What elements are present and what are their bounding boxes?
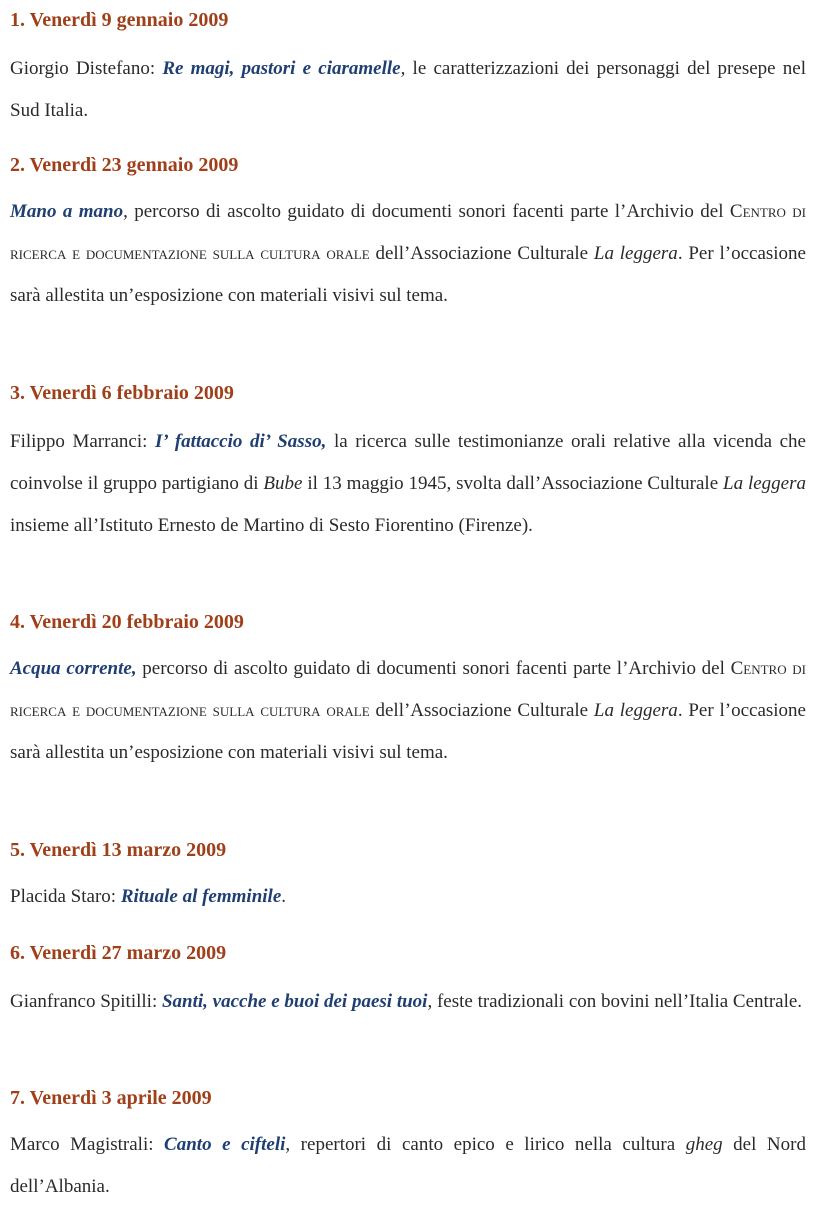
description-text: insieme all’Istituto Ernesto de Martino di Sesto Fiorentino (Firenze). bbox=[10, 515, 533, 536]
event-title: Rituale al femminile bbox=[120, 886, 282, 907]
description-text: del Nord dell’Albania. bbox=[10, 1134, 806, 1197]
event-heading: 3. Venerdì 6 febbraio 2009 bbox=[10, 382, 234, 404]
event-heading: 2. Venerdì 23 gennaio 2009 bbox=[10, 154, 239, 176]
speaker: Filippo Marranci: bbox=[10, 431, 155, 452]
event-heading: 6. Venerdì 27 marzo 2009 bbox=[10, 942, 227, 964]
event-7 bbox=[10, 1086, 806, 1208]
speaker: Placida Staro: bbox=[10, 886, 121, 907]
event-heading: 5. Venerdì 13 marzo 2009 bbox=[10, 839, 227, 861]
description-text: . bbox=[281, 886, 287, 907]
speaker: Giorgio Distefano: bbox=[10, 58, 163, 79]
description-text: , repertori di canto epico e lirico nella cultura bbox=[285, 1134, 686, 1155]
description-text: , le caratterizzazioni dei personaggi del presepe nel Sud Italia. bbox=[10, 58, 806, 121]
event-heading: 4. Venerdì 20 febbraio 2009 bbox=[10, 611, 244, 633]
event-description bbox=[10, 648, 806, 774]
description-text: percorso di ascolto guidato di documenti sonori facenti parte l’Archivio del bbox=[136, 658, 731, 679]
description-text: . Per l’occasione sarà allestita un’esposizione con materiali visivi sul tema. bbox=[10, 700, 806, 763]
event-description bbox=[10, 876, 806, 918]
dialect-name: gheg bbox=[685, 1134, 723, 1155]
event-heading: 1. Venerdì 9 gennaio 2009 bbox=[10, 9, 229, 31]
event-2 bbox=[10, 153, 806, 317]
event-title: Santi, vacche e buoi dei paesi tuoi bbox=[161, 991, 428, 1012]
event-description bbox=[10, 1124, 806, 1208]
association-name: La leggera bbox=[723, 473, 807, 494]
description-text: , percorso di ascolto guidato di documenti sonori facenti parte l’Archivio del bbox=[123, 201, 730, 222]
event-description bbox=[10, 48, 806, 132]
event-4 bbox=[10, 610, 806, 774]
event-heading: 7. Venerdì 3 aprile 2009 bbox=[10, 1087, 212, 1109]
speaker: Gianfranco Spitilli: bbox=[10, 991, 162, 1012]
event-description bbox=[10, 421, 806, 547]
event-5 bbox=[10, 838, 806, 918]
archive-name: Centro di ricerca e documentazione sulla cultura orale bbox=[10, 201, 806, 264]
event-description bbox=[10, 981, 806, 1023]
description-text: il 13 maggio 1945, svolta dall’Associazione Culturale bbox=[302, 473, 724, 494]
group-name: Bube bbox=[263, 473, 303, 494]
event-title: Canto e cifteli bbox=[164, 1134, 286, 1155]
event-title: I’ fattaccio di’ Sasso, bbox=[154, 431, 327, 452]
event-3 bbox=[10, 381, 806, 547]
speaker: Marco Magistrali: bbox=[10, 1134, 165, 1155]
association-name: La leggera bbox=[593, 243, 678, 264]
event-title: Re magi, pastori e ciaramelle bbox=[162, 58, 401, 79]
description-text: . Per l’occasione sarà allestita un’esposizione con materiali visivi sul tema. bbox=[10, 243, 806, 306]
event-title: Acqua corrente, bbox=[10, 658, 137, 679]
archive-name: Centro di ricerca e documentazione sulla cultura orale bbox=[10, 658, 807, 721]
description-text: dell’Associazione Culturale bbox=[369, 243, 594, 264]
description-text: la ricerca sulle testimonianze orali relative alla vicenda che coinvolse il gruppo partigiano di bbox=[10, 431, 806, 494]
event-description bbox=[10, 191, 806, 317]
association-name: La leggera bbox=[593, 700, 678, 721]
description-text: , feste tradizionali con bovini nell’Italia Centrale. bbox=[427, 991, 803, 1012]
description-text: dell’Associazione Culturale bbox=[369, 700, 594, 721]
event-title: Mano a mano bbox=[10, 201, 124, 222]
event-6 bbox=[10, 941, 806, 1023]
event-1 bbox=[10, 8, 806, 132]
